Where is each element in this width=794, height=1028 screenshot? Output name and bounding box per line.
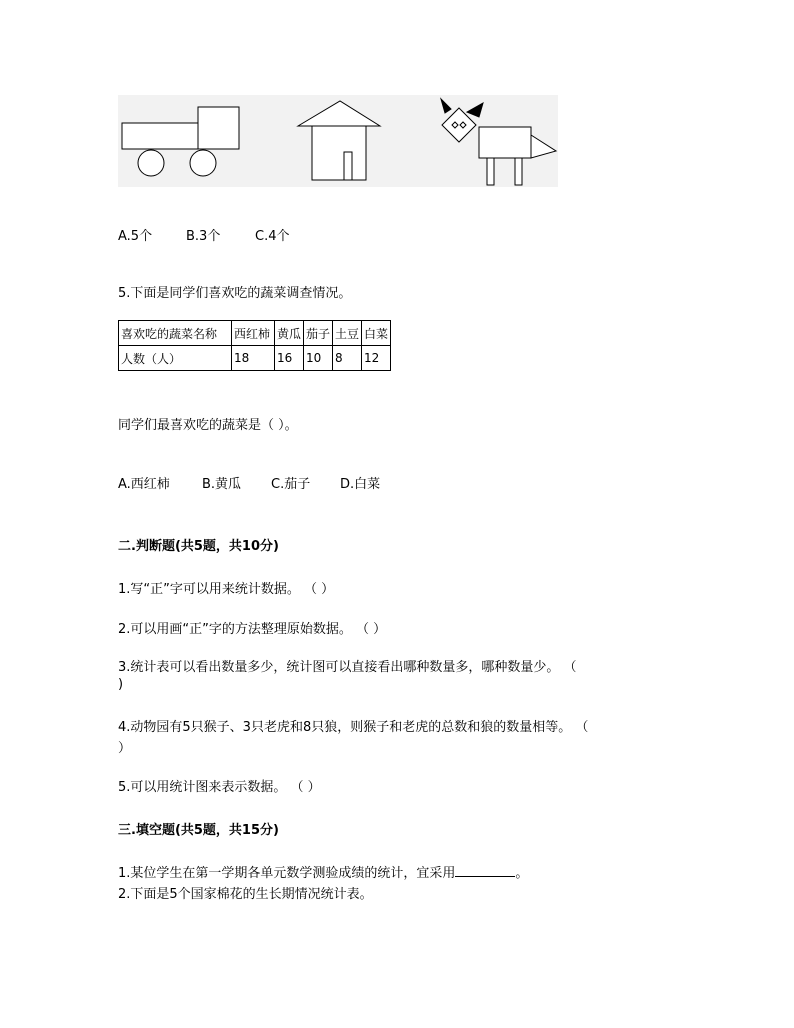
q5-choice-c: C.茄子 — [271, 477, 311, 492]
q5-choice-d: D.白菜 — [340, 477, 381, 492]
q4-choices — [118, 225, 289, 244]
table-cell: 人数（人） — [119, 346, 232, 371]
fill-item-1-end: 。 — [515, 866, 529, 881]
house-drawing — [298, 101, 380, 180]
table-header-row — [119, 321, 391, 346]
table-cell: 喜欢吃的蔬菜名称 — [119, 321, 232, 346]
q5-choices — [118, 473, 380, 492]
section3-title: 三.填空题(共5题，共15分) — [118, 823, 279, 838]
q4-choice-c: C.4个 — [255, 229, 290, 244]
q5-question: 同学们最喜欢吃的蔬菜是（ ）。 — [118, 418, 298, 433]
table-cell: 黄瓜 — [275, 321, 304, 346]
judge-item-4: 4.动物园有5只猴子、3只老虎和8只狼，则猴子和老虎的总数和狼的数量相等。 （ — [118, 720, 589, 735]
vegetable-table — [118, 320, 391, 371]
fill-item-1-text: 1.某位学生在第一学期各单元数学测验成绩的统计，宜采用 — [118, 866, 456, 881]
judge-item-3: 3.统计表可以看出数量多少，统计图可以直接看出哪种数量多，哪种数量少。 （ — [118, 660, 577, 675]
fill-item-2: 2.下面是5个国家棉花的生长期情况统计表。 — [118, 887, 373, 902]
horse-drawing — [441, 99, 556, 185]
q5-choice-a: A.西红柿 — [118, 477, 170, 492]
table-cell: 土豆 — [333, 321, 362, 346]
q5-stem: 5.下面是同学们喜欢吃的蔬菜调查情况。 — [118, 286, 352, 301]
table-row — [119, 346, 391, 371]
table-cell: 8 — [333, 346, 362, 371]
truck-drawing — [122, 107, 239, 176]
table-cell: 茄子 — [304, 321, 333, 346]
answer-blank — [455, 864, 515, 877]
shapes-figure — [118, 95, 558, 187]
table-cell: 16 — [275, 346, 304, 371]
q4-choice-b: B.3个 — [186, 229, 221, 244]
table-cell: 白菜 — [362, 321, 391, 346]
judge-item-5: 5.可以用统计图来表示数据。 （ ） — [118, 780, 321, 795]
q4-choice-a: A.5个 — [118, 229, 153, 244]
table-cell: 西红柿 — [232, 321, 275, 346]
judge-item-1: 1.写“正”字可以用来统计数据。 （ ） — [118, 582, 335, 597]
table-cell: 12 — [362, 346, 391, 371]
table-cell: 18 — [232, 346, 275, 371]
section2-title: 二.判断题(共5题，共10分) — [118, 539, 279, 554]
fill-item-1 — [118, 862, 528, 881]
table-cell: 10 — [304, 346, 333, 371]
q5-choice-b: B.黄瓜 — [202, 477, 242, 492]
judge-item-2: 2.可以用画“正”字的方法整理原始数据。 （ ） — [118, 622, 387, 637]
judge-item-3-cont: ) — [118, 677, 124, 692]
judge-item-4-cont: ） — [118, 741, 132, 756]
